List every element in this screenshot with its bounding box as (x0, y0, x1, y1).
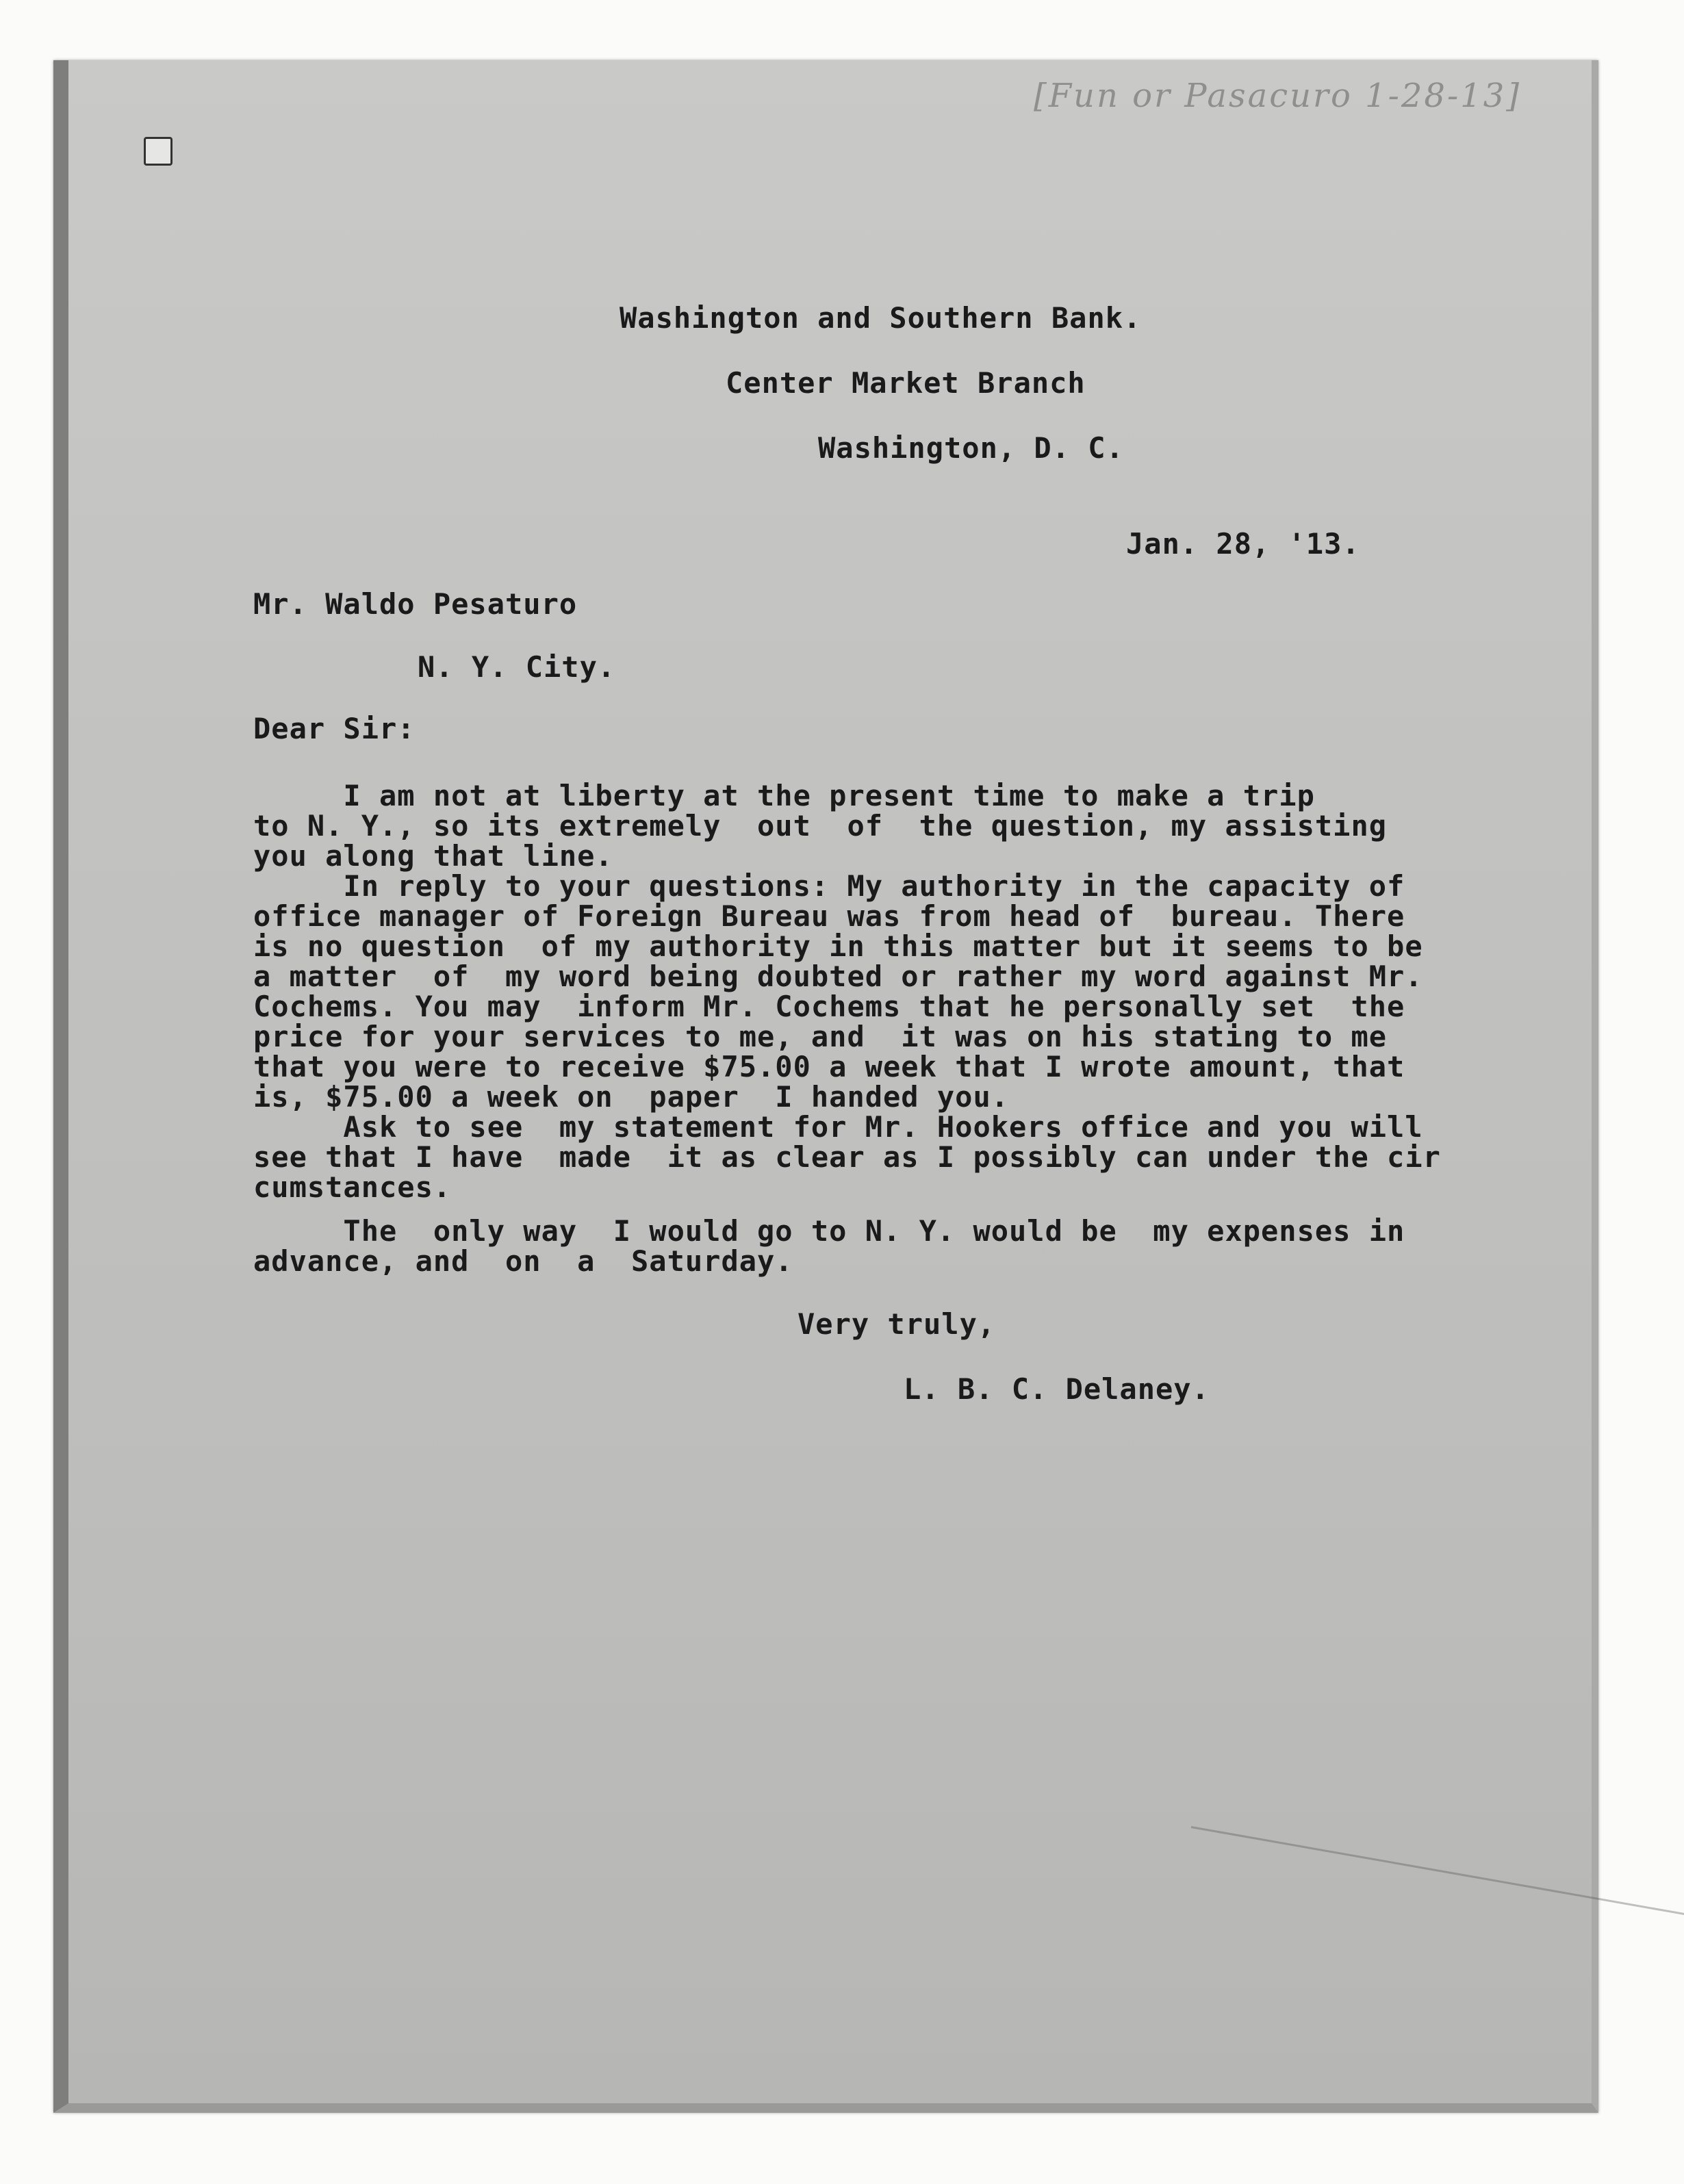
body-line: In reply to your questions: My authority in the capacity of (253, 869, 1405, 903)
letterhead-city: Washington, D. C. (818, 431, 1124, 465)
body-line: Ask to see my statement for Mr. Hookers office and you will (253, 1110, 1423, 1144)
paper-crease (1191, 1826, 1684, 1918)
clip-icon (144, 137, 173, 166)
closing: Very truly, (798, 1307, 996, 1341)
letter-date: Jan. 28, '13. (1126, 527, 1360, 561)
body-line: Cochems. You may inform Mr. Cochems that he personally set the (253, 990, 1405, 1023)
letterhead-branch: Center Market Branch (726, 366, 1086, 400)
archive-notation: [Fun or Pasacuro 1-28-13] (1034, 77, 1521, 115)
body-line: you along that line. (253, 839, 613, 873)
body-line: office manager of Foreign Bureau was from head of bureau. There (253, 899, 1405, 933)
body-line: I am not at liberty at the present time to make a trip (253, 779, 1315, 812)
body-line: to N. Y., so its extremely out of the question, my assisting (253, 809, 1388, 843)
body-line: is no question of my authority in this matter but it seems to be (253, 929, 1423, 963)
letterhead-bank: Washington and Southern Bank. (620, 301, 1142, 335)
body-line: a matter of my word being doubted or rather my word against Mr. (253, 960, 1423, 993)
body-line: is, $75.00 a week on paper I handed you. (253, 1080, 1010, 1114)
body-line: price for your services to me, and it was on his stating to me (253, 1020, 1388, 1053)
recipient-city: N. Y. City. (418, 650, 616, 684)
body-line: advance, and on a Saturday. (253, 1244, 793, 1278)
body-line: see that I have made it as clear as I possibly can under the cir (253, 1140, 1441, 1174)
body-line: The only way I would go to N. Y. would be my expenses in (253, 1214, 1405, 1248)
body-line: cumstances. (253, 1170, 452, 1204)
salutation: Dear Sir: (253, 712, 416, 745)
recipient-name: Mr. Waldo Pesaturo (253, 587, 578, 621)
body-line: that you were to receive $75.00 a week that I wrote amount, that (253, 1050, 1405, 1083)
signature: L. B. C. Delaney. (904, 1372, 1210, 1406)
